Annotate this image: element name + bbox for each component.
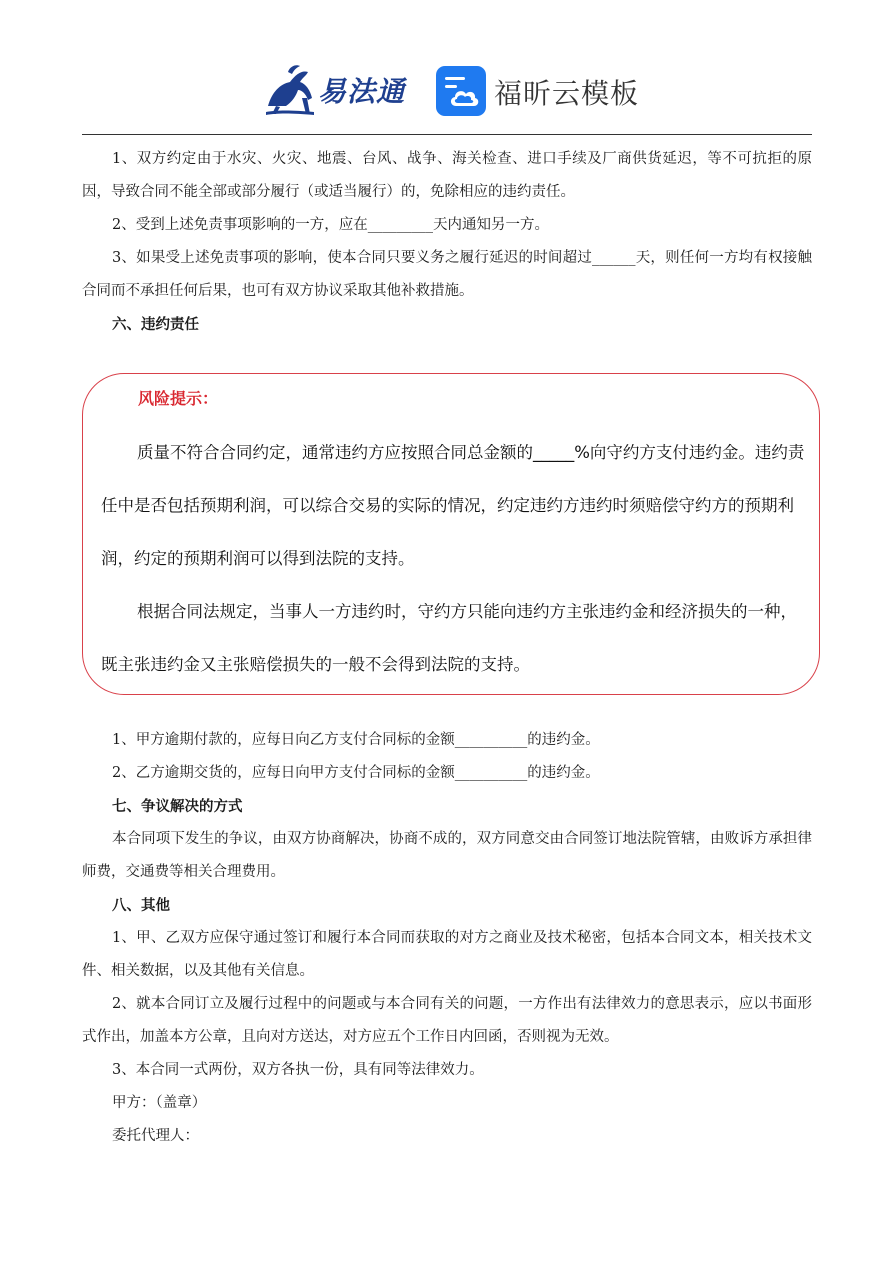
page-header — [0, 58, 893, 128]
other-clause-2: 2、就本合同订立及履行过程中的问题或与本合同有关的问题，一方作出有法律效力的意思表示，应以书面形式作出，加盖本方公章，且向对方送达，对方应五个工作日内回函，否则视为无效。 — [82, 996, 812, 1045]
risk-notice-paragraph-2: 根据合同法规定，当事人一方违约时，守约方只能向违约方主张违约金和经济损失的一种，既主张违约金又主张赔偿损失的一般不会得到法院的支持。 — [101, 602, 797, 674]
other-clause-1: 1、甲、乙双方应保守通过签订和履行本合同而获取的对方之商业及技术秘密，包括本合同文本，相关技术文件、相关数据，以及其他有关信息。 — [82, 930, 812, 979]
party-a-signature-line: 甲方：（盖章） — [112, 1095, 207, 1111]
force-majeure-clause-2: 2、受到上述免责事项影响的一方，应在_________天内通知另一方。 — [112, 217, 549, 233]
risk-notice-title: 风险提示： — [138, 389, 219, 408]
document-body-top — [82, 143, 812, 341]
document-body-bottom — [82, 724, 812, 1153]
section-heading-other: 八、其他 — [112, 897, 170, 914]
yifatong-logo-text: 易法通 — [318, 75, 406, 108]
section-heading-liability: 六、违约责任 — [112, 316, 199, 333]
other-clause-3: 3、本合同一式两份，双方各执一份，具有同等法律效力。 — [112, 1062, 484, 1078]
section-heading-dispute: 七、争议解决的方式 — [112, 798, 243, 815]
force-majeure-clause-1: 1、双方约定由于水灾、火灾、地震、台风、战争、海关检查、进口手续及厂商供货延迟，等不可抗拒的原因，导致合同不能全部或部分履行（或适当履行）的，免除相应的违约责任。 — [82, 151, 812, 200]
header-divider — [82, 134, 812, 135]
agent-signature-line: 委托代理人： — [112, 1128, 199, 1144]
liability-clause-2: 2、乙方逾期交货的，应每日向甲方支付合同标的金额__________的违约金。 — [112, 765, 600, 781]
risk-notice-paragraph-1: 质量不符合合同约定，通常违约方应按照合同总金额的_____%向守约方支付违约金。违约责任中是否包括预期利润，可以综合交易的实际的情况，约定违约方违约时须赔偿守约方的预期利润，约定的预期利润可以得到法院的支持。 — [101, 443, 805, 568]
fuxin-cloud-logo-icon — [436, 66, 486, 116]
risk-notice-box — [82, 373, 820, 695]
liability-clause-1: 1、甲方逾期付款的，应每日向乙方支付合同标的金额__________的违约金。 — [112, 732, 600, 748]
force-majeure-clause-3: 3、如果受上述免责事项的影响，使本合同只要义务之履行延迟的时间超过______天，则任何一方均有权接触合同而不承担任何后果，也可有双方协议采取其他补救措施。 — [82, 250, 812, 299]
dispute-clause: 本合同项下发生的争议，由双方协商解决，协商不成的，双方同意交由合同签订地法院管辖，由败诉方承担律师费，交通费等相关合理费用。 — [82, 831, 812, 880]
fuxin-logo-text: 福昕云模板 — [494, 77, 640, 110]
